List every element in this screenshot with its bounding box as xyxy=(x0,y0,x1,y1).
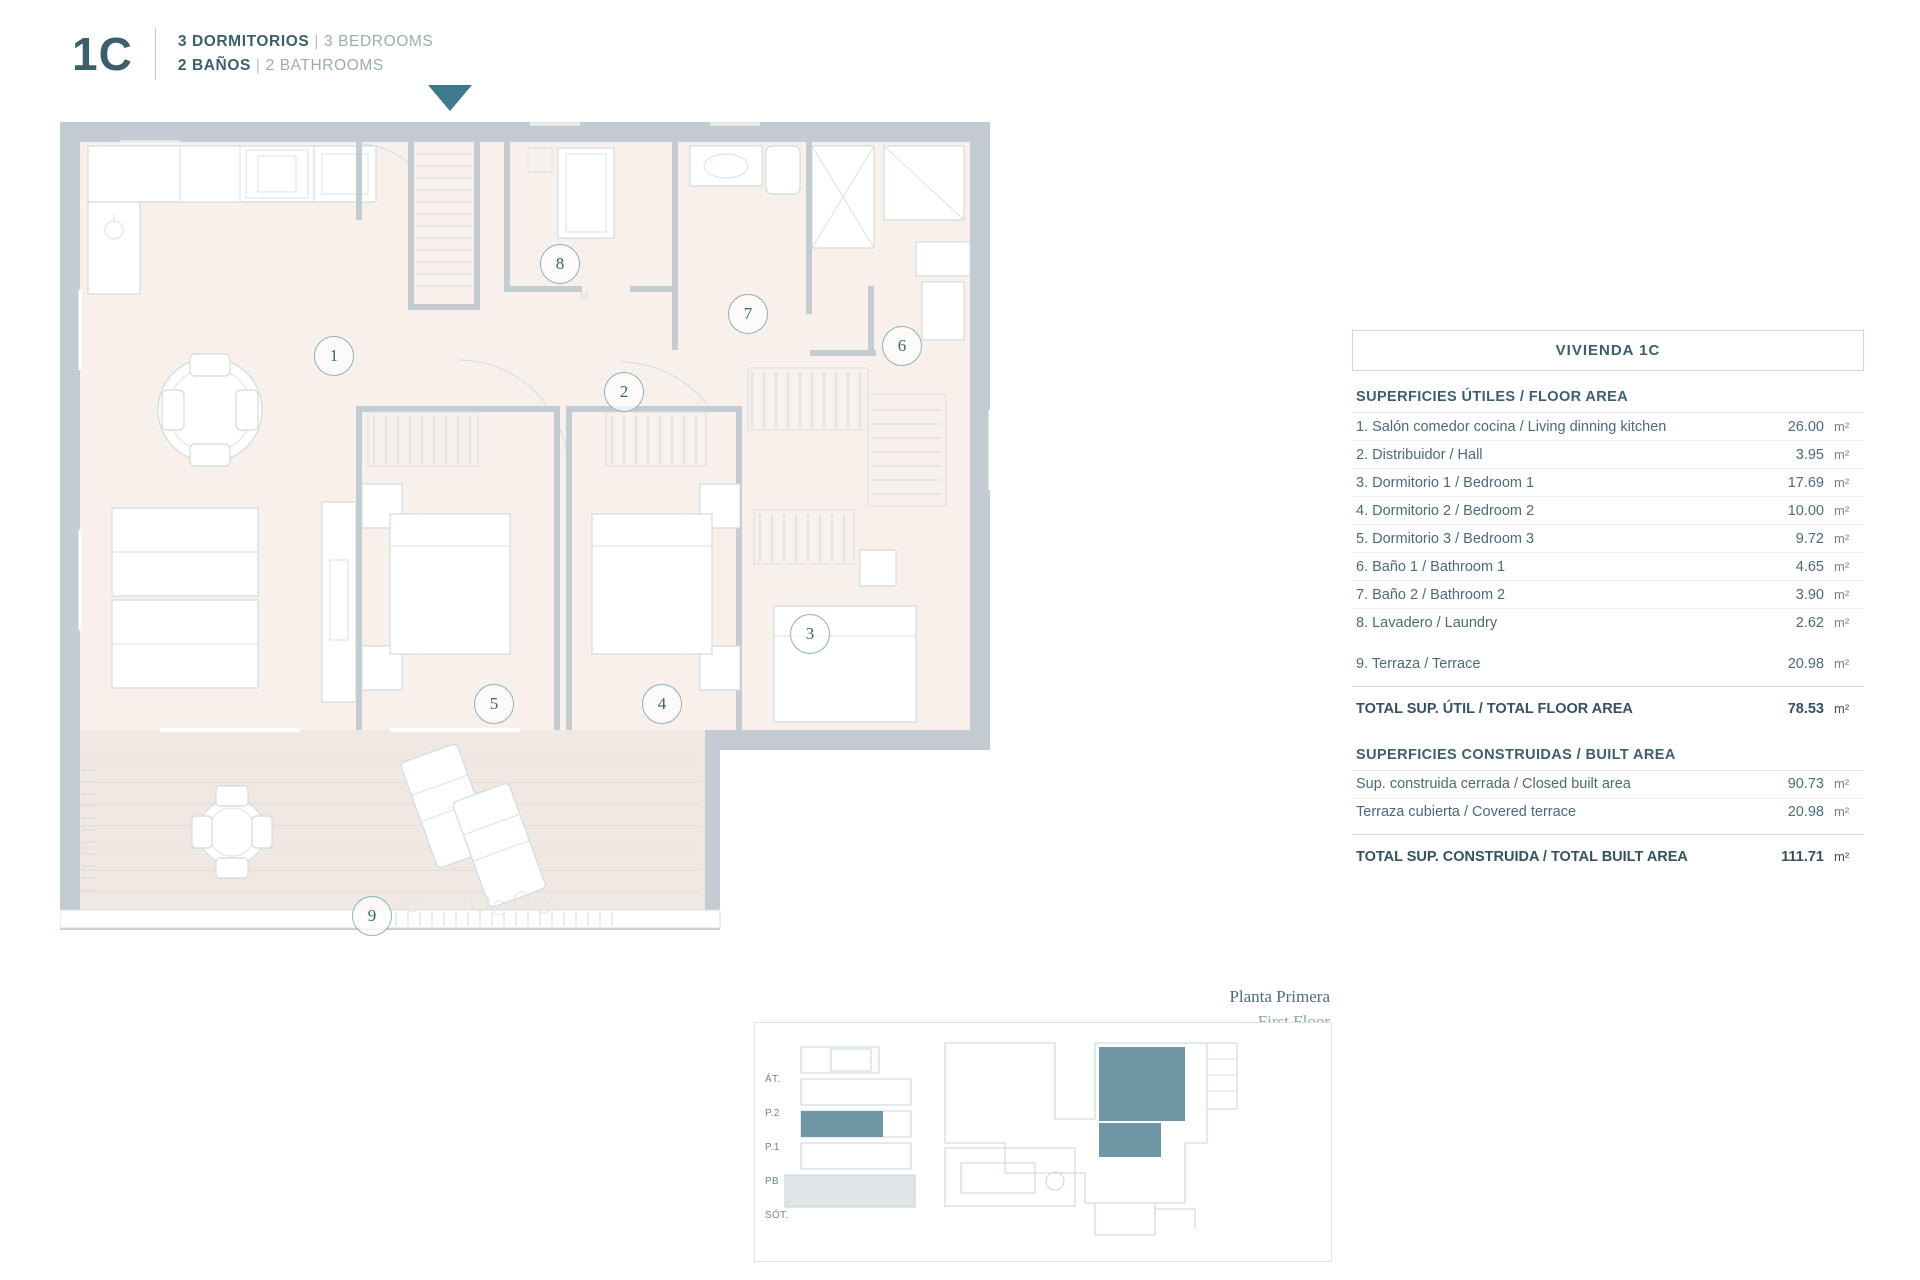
key-plan-svg xyxy=(755,1023,1331,1261)
room-label: 2. Distribuidor / Hall xyxy=(1356,446,1483,463)
sep-1: | xyxy=(314,32,319,50)
built-value: 20.98 xyxy=(1787,804,1824,820)
bedrooms-en: 3 BEDROOMS xyxy=(323,32,434,50)
keyplan-highlight-terrace xyxy=(1099,1123,1161,1157)
bedrooms-es: 3 DORMITORIOS xyxy=(177,32,310,50)
room-value: 26.00 xyxy=(1787,418,1824,435)
sep-2: | xyxy=(255,57,261,74)
total-built-area-row xyxy=(1352,834,1864,877)
table-row xyxy=(1352,497,1864,525)
room-laundry xyxy=(408,142,480,310)
table-row-terrace xyxy=(1352,636,1864,678)
room-unit: m² xyxy=(1834,530,1850,546)
area-schedule-panel xyxy=(1352,330,1864,877)
room-label: 1. Salón comedor cocina / Living dinning kitchen xyxy=(1356,418,1667,435)
built-label: Sup. construida cerrada / Closed built area xyxy=(1356,776,1631,792)
key-plan-levels xyxy=(765,1063,788,1233)
built-unit: m² xyxy=(1834,804,1850,819)
room-number-1: 1 xyxy=(314,336,354,376)
table-row xyxy=(1352,771,1864,799)
table-row xyxy=(1352,413,1864,441)
room-value: 10.00 xyxy=(1787,502,1824,519)
bathrooms-en: 2 BATHROOMS xyxy=(265,57,384,74)
total-floor-area-row xyxy=(1352,686,1864,729)
terrace-value: 20.98 xyxy=(1787,656,1824,672)
room-bathroom-1 xyxy=(680,142,970,356)
bathrooms-line xyxy=(178,54,434,78)
total-built-label: TOTAL SUP. CONSTRUIDA / TOTAL BUILT AREA xyxy=(1356,848,1688,865)
room-value: 17.69 xyxy=(1787,474,1824,491)
section-built-area: SUPERFICIES CONSTRUIDAS / BUILT AREA xyxy=(1352,729,1864,771)
header-subtitle xyxy=(178,30,434,78)
room-unit: m² xyxy=(1834,502,1850,518)
table-row xyxy=(1352,553,1864,581)
built-label: Terraza cubierta / Covered terrace xyxy=(1356,804,1577,820)
north-arrow-icon xyxy=(428,85,472,111)
room-bedroom-1 xyxy=(740,368,970,730)
room-bedroom-2 xyxy=(566,406,742,730)
terrace-unit: m² xyxy=(1834,656,1850,671)
header-divider xyxy=(155,28,156,80)
room-number-4: 4 xyxy=(642,684,682,724)
total-floor-label: TOTAL SUP. ÚTIL / TOTAL FLOOR AREA xyxy=(1356,700,1633,717)
built-unit: m² xyxy=(1834,776,1850,791)
room-unit: m² xyxy=(1834,418,1850,434)
room-value: 4.65 xyxy=(1795,558,1824,575)
room-number-6: 6 xyxy=(882,326,922,366)
table-row xyxy=(1352,581,1864,609)
room-label: 5. Dormitorio 3 / Bedroom 3 xyxy=(1356,530,1535,547)
bathrooms-es: 2 BAÑOS xyxy=(177,57,251,74)
room-number-5: 5 xyxy=(474,684,514,724)
room-label: 6. Baño 1 / Bathroom 1 xyxy=(1356,558,1506,575)
level-label-p2: P.2 xyxy=(765,1108,780,1119)
header xyxy=(72,28,433,80)
floor-plan-drawing xyxy=(60,110,1150,1120)
room-unit: m² xyxy=(1834,446,1850,462)
room-bedroom-3 xyxy=(356,406,560,730)
room-label: 7. Baño 2 / Bathroom 2 xyxy=(1356,586,1506,603)
room-value: 3.95 xyxy=(1795,446,1824,463)
built-value: 90.73 xyxy=(1787,776,1824,792)
room-value: 3.90 xyxy=(1795,586,1824,603)
bedrooms-line xyxy=(178,30,434,54)
terrace-label: 9. Terraza / Terrace xyxy=(1356,656,1481,672)
total-floor-value: 78.53 xyxy=(1787,700,1824,717)
total-floor-unit: m² xyxy=(1834,700,1850,716)
room-number-3: 3 xyxy=(790,614,830,654)
table-row xyxy=(1352,609,1864,636)
room-value: 2.62 xyxy=(1795,614,1824,631)
table-row xyxy=(1352,799,1864,826)
floor-label-es: Planta Primera xyxy=(1229,987,1330,1006)
key-plan xyxy=(754,1022,1332,1262)
room-label: 3. Dormitorio 1 / Bedroom 1 xyxy=(1356,474,1535,491)
room-label: 8. Lavadero / Laundry xyxy=(1356,614,1498,631)
terrace-area xyxy=(60,738,720,928)
table-row xyxy=(1352,525,1864,553)
level-label-p1: P.1 xyxy=(765,1142,780,1153)
room-unit: m² xyxy=(1834,586,1850,602)
room-unit: m² xyxy=(1834,558,1850,574)
room-number-7: 7 xyxy=(728,294,768,334)
room-unit: m² xyxy=(1834,474,1850,490)
room-value: 9.72 xyxy=(1795,530,1824,547)
unit-code: 1C xyxy=(72,28,133,80)
level-label-sot: SÓT. xyxy=(765,1210,789,1221)
total-built-unit: m² xyxy=(1834,848,1850,864)
section-floor-area: SUPERFICIES ÚTILES / FLOOR AREA xyxy=(1352,371,1864,413)
room-unit: m² xyxy=(1834,614,1850,630)
level-label-pb: PB xyxy=(765,1176,779,1187)
room-label: 4. Dormitorio 2 / Bedroom 2 xyxy=(1356,502,1535,519)
level-label-at: ÁT. xyxy=(765,1074,781,1085)
keyplan-highlight-unit xyxy=(1099,1047,1185,1121)
table-row xyxy=(1352,469,1864,497)
table-row xyxy=(1352,441,1864,469)
room-number-2: 2 xyxy=(604,372,644,412)
room-number-9: 9 xyxy=(352,896,392,936)
room-number-8: 8 xyxy=(540,244,580,284)
plan-svg xyxy=(60,110,1150,1120)
panel-title: VIVIENDA 1C xyxy=(1352,330,1864,371)
total-built-value: 111.71 xyxy=(1781,848,1824,865)
keyplan-highlight-level xyxy=(801,1111,883,1137)
